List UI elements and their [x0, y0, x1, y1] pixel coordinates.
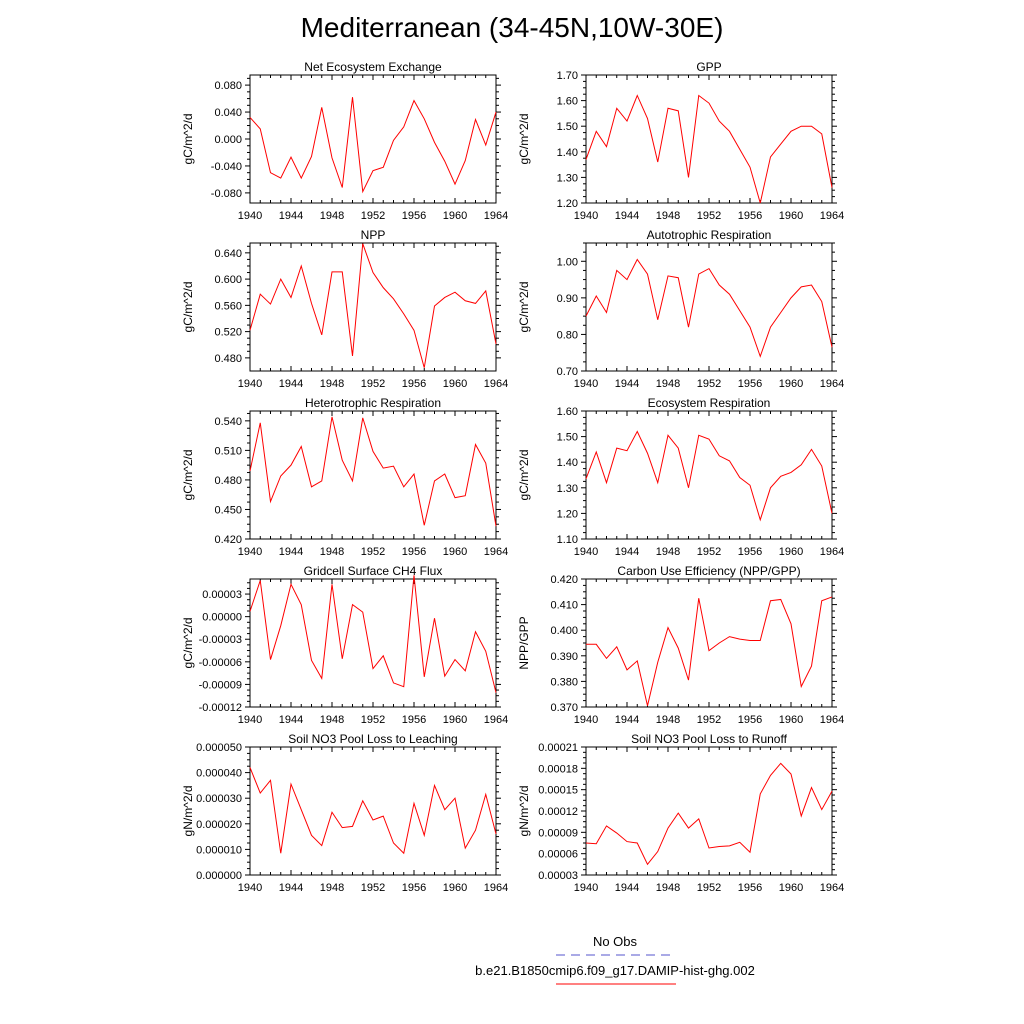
x-tick-label: 1952 — [360, 546, 386, 558]
y-tick-label: 0.000030 — [196, 793, 242, 806]
x-tick-label: 1948 — [319, 210, 345, 222]
y-tick-label: 0.400 — [550, 625, 578, 638]
x-tick-label: 1952 — [696, 210, 722, 222]
y-tick-label: 0.480 — [214, 474, 242, 487]
x-tick-label: 1956 — [737, 546, 763, 558]
x-tick-label: 1960 — [442, 210, 468, 222]
chart-title: NPP — [360, 228, 386, 242]
y-tick-label: 0.420 — [214, 534, 242, 546]
y-axis-label: gC/m^2/d — [181, 449, 195, 501]
y-axis-label: gC/m^2/d — [517, 113, 531, 165]
x-tick-label: 1964 — [819, 546, 845, 558]
x-tick-label: 1940 — [573, 882, 599, 894]
y-tick-label: -0.00003 — [198, 634, 242, 647]
y-tick-label: 0.70 — [556, 366, 578, 378]
y-tick-label: -0.00012 — [198, 702, 242, 714]
x-tick-label: 1964 — [483, 714, 509, 726]
x-tick-label: 1940 — [237, 882, 263, 894]
x-tick-label: 1952 — [360, 210, 386, 222]
legend-label: No Obs — [592, 934, 638, 949]
chart-title: Heterotrophic Respiration — [304, 396, 442, 410]
x-tick-label: 1956 — [401, 714, 427, 726]
y-tick-label: 0.90 — [556, 292, 578, 305]
x-tick-label: 1964 — [483, 378, 509, 390]
x-tick-label: 1948 — [655, 714, 681, 726]
chart-title: Soil NO3 Pool Loss to Leaching — [288, 732, 458, 746]
y-tick-label: 0.00021 — [538, 742, 578, 754]
y-axis-label: gC/m^2/d — [181, 617, 195, 669]
y-tick-label: -0.080 — [210, 187, 242, 200]
y-tick-label: 0.00000 — [202, 611, 242, 624]
x-tick-label: 1964 — [819, 210, 845, 222]
x-tick-label: 1952 — [360, 714, 386, 726]
x-tick-label: 1940 — [237, 546, 263, 558]
x-tick-label: 1956 — [737, 882, 763, 894]
y-tick-label: 0.370 — [550, 702, 578, 714]
chart-title: Carbon Use Efficiency (NPP/GPP) — [617, 564, 801, 578]
x-tick-label: 1956 — [737, 378, 763, 390]
y-tick-label: 0.640 — [214, 247, 242, 260]
chart-title: GPP — [696, 60, 722, 74]
y-axis-label: gC/m^2/d — [181, 113, 195, 165]
page-title: Mediterranean (34-45N,10W-30E) — [300, 12, 724, 43]
y-axis-label: NPP/GPP — [517, 616, 531, 670]
x-tick-label: 1960 — [778, 714, 804, 726]
y-tick-label: 1.40 — [556, 146, 578, 159]
y-tick-label: 1.30 — [556, 172, 578, 185]
x-tick-label: 1952 — [696, 882, 722, 894]
x-tick-label: 1944 — [278, 378, 304, 390]
y-tick-label: 0.480 — [214, 352, 242, 365]
x-tick-label: 1944 — [614, 714, 640, 726]
y-tick-label: 0.00018 — [538, 763, 578, 776]
y-tick-label: 0.000000 — [196, 870, 242, 882]
y-tick-label: 1.30 — [556, 482, 578, 495]
chart-title: Soil NO3 Pool Loss to Runoff — [631, 732, 787, 746]
y-tick-label: 0.00003 — [202, 589, 242, 602]
x-tick-label: 1964 — [819, 378, 845, 390]
x-tick-label: 1960 — [778, 378, 804, 390]
x-tick-label: 1964 — [483, 210, 509, 222]
y-tick-label: 0.600 — [214, 274, 242, 287]
x-tick-label: 1948 — [319, 882, 345, 894]
x-tick-label: 1948 — [655, 546, 681, 558]
chart-title: Ecosystem Respiration — [647, 396, 771, 410]
y-axis-label: gC/m^2/d — [517, 449, 531, 501]
x-tick-label: 1952 — [696, 546, 722, 558]
y-axis-label: gN/m^2/d — [517, 785, 531, 837]
y-tick-label: 0.00009 — [538, 827, 578, 840]
y-axis-label: gC/m^2/d — [181, 281, 195, 333]
y-tick-label: 0.510 — [214, 445, 242, 458]
x-tick-label: 1960 — [778, 546, 804, 558]
x-tick-label: 1944 — [614, 210, 640, 222]
y-tick-label: 0.000020 — [196, 818, 242, 831]
x-tick-label: 1948 — [319, 378, 345, 390]
x-tick-label: 1940 — [573, 210, 599, 222]
y-tick-label: 0.420 — [550, 574, 578, 586]
y-tick-label: 0.000 — [214, 134, 242, 146]
x-tick-label: 1944 — [278, 546, 304, 558]
y-tick-label: 0.410 — [550, 599, 578, 612]
y-tick-label: 0.00012 — [538, 806, 578, 818]
y-tick-label: 0.450 — [214, 504, 242, 517]
y-axis-label: gN/m^2/d — [181, 785, 195, 837]
y-tick-label: 1.50 — [556, 431, 578, 444]
x-tick-label: 1944 — [278, 714, 304, 726]
y-tick-label: 0.00003 — [538, 870, 578, 882]
y-tick-label: 1.60 — [556, 95, 578, 108]
y-tick-label: 1.20 — [556, 198, 578, 210]
y-tick-label: -0.040 — [210, 160, 242, 173]
y-tick-label: 0.000040 — [196, 767, 242, 780]
y-tick-label: 0.390 — [550, 650, 578, 663]
y-tick-label: 0.080 — [214, 80, 242, 93]
x-tick-label: 1960 — [442, 714, 468, 726]
x-tick-label: 1952 — [360, 378, 386, 390]
x-tick-label: 1940 — [573, 546, 599, 558]
y-tick-label: -0.00009 — [198, 679, 242, 692]
y-tick-label: 1.10 — [556, 534, 578, 546]
x-tick-label: 1960 — [778, 882, 804, 894]
y-tick-label: 0.380 — [550, 676, 578, 689]
x-tick-label: 1944 — [614, 378, 640, 390]
x-tick-label: 1956 — [737, 210, 763, 222]
y-tick-label: 0.000010 — [196, 844, 242, 857]
chart-title: Net Ecosystem Exchange — [304, 60, 442, 74]
y-tick-label: 0.00015 — [538, 784, 578, 797]
y-tick-label: 0.00006 — [538, 848, 578, 861]
x-tick-label: 1940 — [237, 378, 263, 390]
x-tick-label: 1944 — [278, 210, 304, 222]
x-tick-label: 1956 — [737, 714, 763, 726]
chart-title: Gridcell Surface CH4 Flux — [303, 564, 443, 578]
x-tick-label: 1952 — [360, 882, 386, 894]
chart-title: Autotrophic Respiration — [646, 228, 772, 242]
x-tick-label: 1940 — [237, 714, 263, 726]
x-tick-label: 1960 — [778, 210, 804, 222]
y-tick-label: 1.60 — [556, 406, 578, 418]
x-tick-label: 1944 — [278, 882, 304, 894]
y-tick-label: 0.560 — [214, 300, 242, 313]
x-tick-label: 1948 — [319, 714, 345, 726]
x-tick-label: 1960 — [442, 546, 468, 558]
x-tick-label: 1944 — [614, 546, 640, 558]
y-tick-label: -0.00006 — [198, 656, 242, 669]
x-tick-label: 1964 — [483, 546, 509, 558]
x-tick-label: 1964 — [483, 882, 509, 894]
y-tick-label: 1.40 — [556, 457, 578, 470]
y-axis-label: gC/m^2/d — [517, 281, 531, 333]
y-tick-label: 0.520 — [214, 326, 242, 339]
x-tick-label: 1956 — [401, 378, 427, 390]
x-tick-label: 1964 — [819, 882, 845, 894]
x-tick-label: 1956 — [401, 210, 427, 222]
y-tick-label: 1.70 — [556, 70, 578, 82]
x-tick-label: 1940 — [573, 378, 599, 390]
y-tick-label: 1.00 — [556, 256, 578, 269]
y-tick-label: 0.540 — [214, 415, 242, 428]
y-tick-label: 0.040 — [214, 107, 242, 120]
x-tick-label: 1948 — [319, 546, 345, 558]
y-tick-label: 1.20 — [556, 508, 578, 521]
x-tick-label: 1952 — [696, 714, 722, 726]
x-tick-label: 1956 — [401, 882, 427, 894]
x-tick-label: 1948 — [655, 210, 681, 222]
x-tick-label: 1940 — [573, 714, 599, 726]
x-tick-label: 1956 — [401, 546, 427, 558]
y-tick-label: 1.50 — [556, 121, 578, 134]
x-tick-label: 1948 — [655, 882, 681, 894]
y-tick-label: 0.000050 — [196, 742, 242, 754]
x-tick-label: 1940 — [237, 210, 263, 222]
x-tick-label: 1964 — [819, 714, 845, 726]
x-tick-label: 1948 — [655, 378, 681, 390]
x-tick-label: 1952 — [696, 378, 722, 390]
legend-label: b.e21.B1850cmip6.f09_g17.DAMIP-hist-ghg.002 — [475, 963, 755, 978]
y-tick-label: 0.80 — [556, 329, 578, 342]
x-tick-label: 1960 — [442, 882, 468, 894]
x-tick-label: 1960 — [442, 378, 468, 390]
x-tick-label: 1944 — [614, 882, 640, 894]
